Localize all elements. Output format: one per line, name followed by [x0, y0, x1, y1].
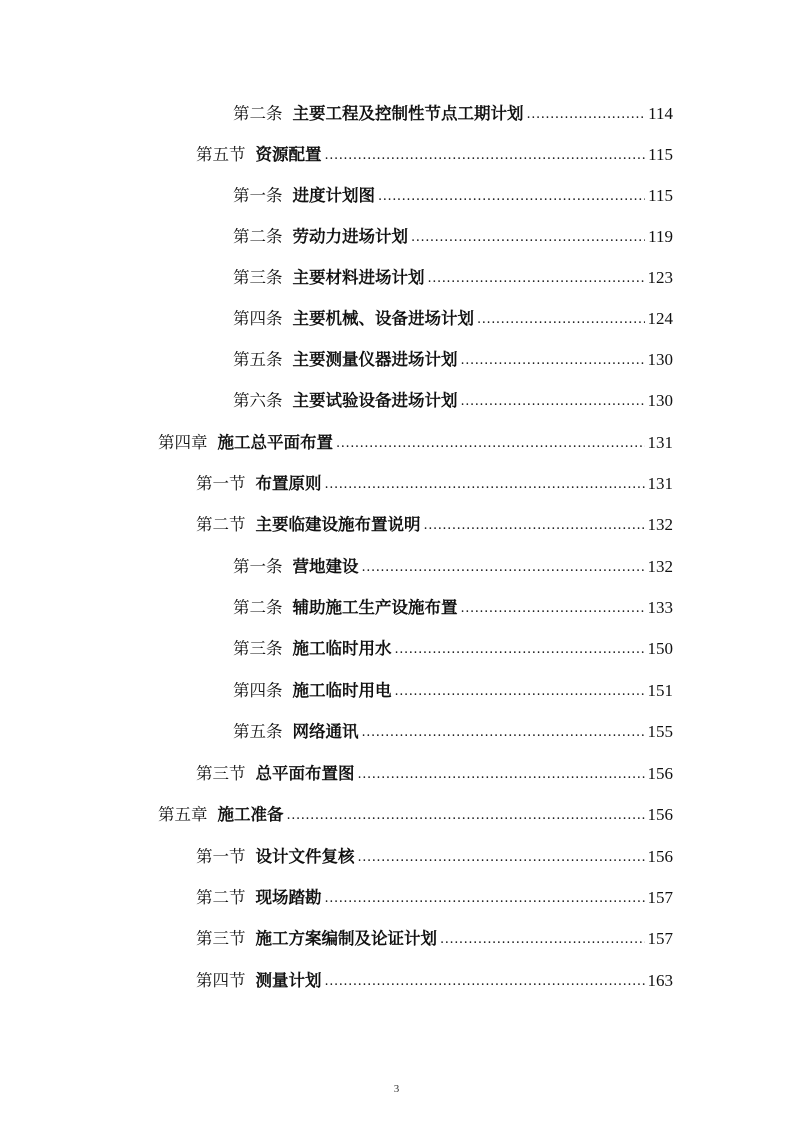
toc-entry-page: 151 — [647, 681, 673, 700]
toc-leader-dots — [325, 971, 645, 991]
toc-entry[interactable] — [196, 507, 673, 535]
toc-entry-page: 114 — [648, 104, 673, 123]
toc-entry-title: 主要工程及控制性节点工期计划 — [292, 104, 524, 123]
toc-entry-page: 131 — [647, 474, 673, 493]
toc-entry[interactable] — [196, 963, 673, 991]
toc-entry-number: 第二节 — [196, 888, 246, 907]
toc-entry[interactable] — [196, 137, 673, 165]
toc-leader-dots — [325, 888, 645, 908]
toc-entry-title: 施工总平面布置 — [217, 433, 333, 452]
toc-leader-dots — [411, 227, 645, 247]
toc-entry-number: 第三节 — [196, 764, 246, 783]
toc-entry-number: 第二节 — [196, 515, 246, 534]
toc-entry-page: 157 — [647, 888, 673, 907]
toc-entry-title: 布置原则 — [255, 474, 322, 493]
toc-entry-number: 第一节 — [196, 474, 246, 493]
toc-entry-page: 156 — [647, 805, 673, 824]
toc-entry-page: 123 — [647, 268, 673, 287]
toc-entry[interactable] — [196, 839, 673, 867]
toc-leader-dots — [477, 309, 645, 329]
toc-entry-title: 设计文件复核 — [255, 847, 355, 866]
toc-entry-title: 主要材料进场计划 — [292, 268, 425, 287]
toc-entry-title: 现场踏勘 — [255, 888, 322, 907]
toc-entry-page: 163 — [647, 971, 673, 990]
toc-entry[interactable] — [233, 590, 673, 618]
toc-leader-dots — [378, 186, 645, 206]
toc-entry-title: 施工临时用电 — [292, 681, 392, 700]
toc-entry[interactable] — [158, 797, 673, 825]
toc-entry-title: 主要机械、设备进场计划 — [292, 309, 474, 328]
toc-entry[interactable] — [233, 673, 673, 701]
toc-entry-page: 130 — [647, 350, 673, 369]
toc-entry-page: 157 — [647, 929, 673, 948]
toc-entry-title: 测量计划 — [255, 971, 322, 990]
toc-leader-dots — [461, 391, 645, 411]
toc-leader-dots — [428, 268, 645, 288]
toc-leader-dots — [395, 639, 645, 659]
page-number: 3 — [393, 1083, 400, 1095]
toc-entry-page: 115 — [648, 186, 673, 205]
toc-entry-number: 第三条 — [233, 268, 283, 287]
toc-entry-title: 主要测量仪器进场计划 — [292, 350, 458, 369]
toc-entry-number: 第五章 — [158, 805, 208, 824]
toc-entry[interactable] — [233, 96, 673, 124]
toc-entry-title: 施工临时用水 — [292, 639, 392, 658]
toc-entry-title: 劳动力进场计划 — [292, 227, 408, 246]
toc-entry-title: 总平面布置图 — [255, 764, 355, 783]
toc-leader-dots — [325, 145, 646, 165]
toc-entry-number: 第五条 — [233, 722, 283, 741]
toc-leader-dots — [527, 104, 646, 124]
toc-leader-dots — [362, 722, 645, 742]
toc-leader-dots — [461, 350, 645, 370]
toc-leader-dots — [287, 805, 645, 825]
toc-entry-page: 132 — [647, 515, 673, 534]
toc-entry-page: 130 — [647, 391, 673, 410]
toc-leader-dots — [358, 847, 645, 867]
toc-entry-title: 营地建设 — [292, 557, 359, 576]
toc-entry-title: 主要试验设备进场计划 — [292, 391, 458, 410]
toc-entry-number: 第五节 — [196, 145, 246, 164]
toc-entry-title: 主要临建设施布置说明 — [255, 515, 421, 534]
toc-entry[interactable] — [233, 260, 673, 288]
toc-entry-number: 第六条 — [233, 391, 283, 410]
toc-entry-page: 115 — [648, 145, 673, 164]
toc-entry-number: 第四条 — [233, 681, 283, 700]
toc-entry-number: 第一节 — [196, 847, 246, 866]
toc-entry-number: 第五条 — [233, 350, 283, 369]
toc-entry-page: 133 — [647, 598, 673, 617]
toc-leader-dots — [461, 598, 645, 618]
toc-entry-number: 第三节 — [196, 929, 246, 948]
toc-entry-page: 131 — [647, 433, 673, 452]
toc-entry[interactable] — [233, 219, 673, 247]
toc-entry-title: 辅助施工生产设施布置 — [292, 598, 458, 617]
toc-entry[interactable] — [196, 921, 673, 949]
toc-entry[interactable] — [233, 714, 673, 742]
toc-entry-number: 第四章 — [158, 433, 208, 452]
toc-entry-number: 第三条 — [233, 639, 283, 658]
toc-entry[interactable] — [233, 549, 673, 577]
toc-entry[interactable] — [196, 466, 673, 494]
toc-entry-title: 网络通讯 — [292, 722, 359, 741]
toc-leader-dots — [336, 433, 645, 453]
toc-leader-dots — [440, 929, 645, 949]
toc-entry-page: 150 — [647, 639, 673, 658]
toc-entry[interactable] — [233, 342, 673, 370]
toc-leader-dots — [358, 764, 645, 784]
toc-entry[interactable] — [196, 880, 673, 908]
toc-leader-dots — [395, 681, 645, 701]
toc-entry-page: 156 — [647, 764, 673, 783]
toc-entry[interactable] — [196, 756, 673, 784]
toc-entry-page: 119 — [648, 227, 673, 246]
toc-entry-page: 124 — [647, 309, 673, 328]
toc-entry-number: 第二条 — [233, 104, 283, 123]
toc-entry-title: 进度计划图 — [292, 186, 375, 205]
toc-entry-number: 第四节 — [196, 971, 246, 990]
toc-entry[interactable] — [233, 631, 673, 659]
toc-entry-title: 施工准备 — [217, 805, 284, 824]
toc-entry[interactable] — [233, 301, 673, 329]
toc-entry-number: 第二条 — [233, 227, 283, 246]
toc-entry-number: 第一条 — [233, 186, 283, 205]
toc-leader-dots — [325, 474, 645, 494]
toc-entry[interactable] — [158, 425, 673, 453]
toc-entry-page: 155 — [647, 722, 673, 741]
toc-entry[interactable] — [233, 383, 673, 411]
toc-entry-page: 156 — [647, 847, 673, 866]
toc-entry-number: 第四条 — [233, 309, 283, 328]
toc-entry-page: 132 — [647, 557, 673, 576]
toc-leader-dots — [362, 557, 645, 577]
toc-entry[interactable] — [233, 178, 673, 206]
toc-entry-number: 第一条 — [233, 557, 283, 576]
toc-entry-title: 施工方案编制及论证计划 — [255, 929, 437, 948]
toc-entry-number: 第二条 — [233, 598, 283, 617]
toc-leader-dots — [424, 515, 645, 535]
toc-entry-title: 资源配置 — [255, 145, 322, 164]
